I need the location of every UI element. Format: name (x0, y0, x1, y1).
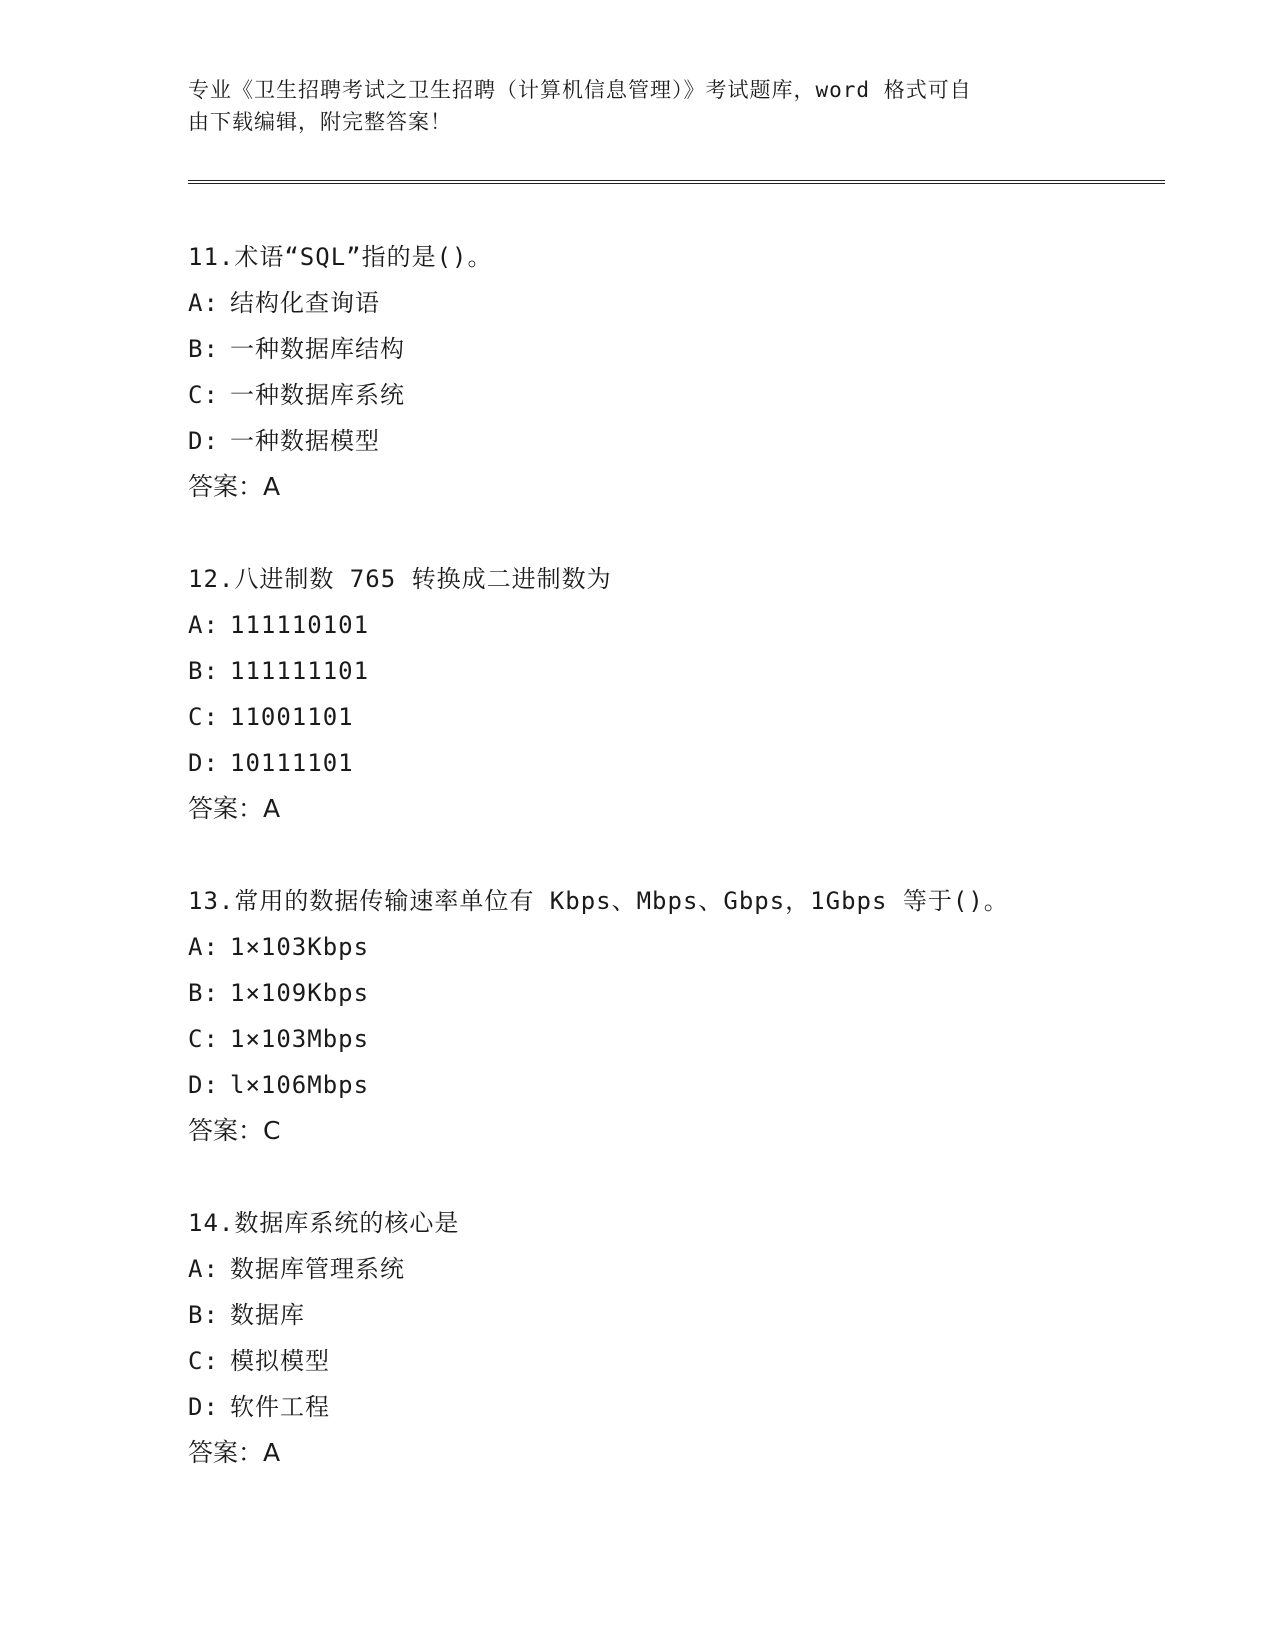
question-14 (188, 1200, 1148, 1476)
header-line-1: 专业《卫生招聘考试之卫生招聘（计算机信息管理）》考试题库，word 格式可自 (188, 78, 972, 102)
option-letter: C: (188, 1025, 219, 1053)
answer: 答案：A (188, 1438, 281, 1467)
option-letter: D: (188, 1393, 219, 1421)
question-11 (188, 234, 1148, 510)
option-letter: B: (188, 657, 219, 685)
answer: 答案：A (188, 472, 281, 501)
option-text: 结构化查询语 (230, 289, 380, 317)
option-b (188, 970, 1148, 1016)
option-letter: A: (188, 1255, 219, 1283)
option-text: l×106Mbps (230, 1071, 370, 1099)
option-d (188, 1062, 1148, 1108)
option-letter: B: (188, 335, 219, 363)
question-stem: 13.常用的数据传输速率单位有 Kbps、Mbps、Gbps，1Gbps 等于()。 (188, 887, 1009, 915)
header-line-2: 由下载编辑，附完整答案！ (188, 110, 452, 134)
option-letter: C: (188, 703, 219, 731)
option-text: 1×103Kbps (230, 933, 370, 961)
option-text: 10111101 (230, 749, 354, 777)
option-c (188, 1338, 1148, 1384)
option-letter: D: (188, 427, 219, 455)
option-text: 一种数据模型 (230, 427, 380, 455)
option-letter: C: (188, 381, 219, 409)
option-a (188, 602, 1148, 648)
option-text: 一种数据库结构 (230, 335, 405, 363)
option-c (188, 372, 1148, 418)
question-stem: 12.八进制数 765 转换成二进制数为 (188, 565, 612, 593)
option-letter: A: (188, 289, 219, 317)
option-d (188, 418, 1148, 464)
option-text: 111110101 (230, 611, 370, 639)
option-text: 一种数据库系统 (230, 381, 405, 409)
option-letter: A: (188, 933, 219, 961)
question-13 (188, 878, 1148, 1154)
answer: 答案：A (188, 794, 281, 823)
option-text: 11001101 (230, 703, 354, 731)
question-stem: 14.数据库系统的核心是 (188, 1209, 460, 1237)
header-divider (188, 180, 1165, 184)
option-letter: D: (188, 749, 219, 777)
option-b (188, 326, 1148, 372)
option-letter: B: (188, 1301, 219, 1329)
option-text: 数据库管理系统 (230, 1255, 405, 1283)
option-letter: B: (188, 979, 219, 1007)
option-text: 软件工程 (230, 1393, 330, 1421)
option-text: 模拟模型 (230, 1347, 330, 1375)
option-a (188, 924, 1148, 970)
option-letter: D: (188, 1071, 219, 1099)
option-letter: A: (188, 611, 219, 639)
option-letter: C: (188, 1347, 219, 1375)
option-b (188, 1292, 1148, 1338)
option-text: 1×103Mbps (230, 1025, 370, 1053)
option-d (188, 1384, 1148, 1430)
option-b (188, 648, 1148, 694)
option-c (188, 1016, 1148, 1062)
option-c (188, 694, 1148, 740)
answer: 答案：C (188, 1116, 281, 1145)
option-text: 111111101 (230, 657, 370, 685)
question-stem: 11.术语“SQL”指的是()。 (188, 243, 493, 271)
option-text: 数据库 (230, 1301, 305, 1329)
option-d (188, 740, 1148, 786)
question-12 (188, 556, 1148, 832)
document-header (188, 74, 1088, 138)
option-a (188, 1246, 1148, 1292)
question-list (188, 234, 1148, 1522)
option-a (188, 280, 1148, 326)
option-text: 1×109Kbps (230, 979, 370, 1007)
